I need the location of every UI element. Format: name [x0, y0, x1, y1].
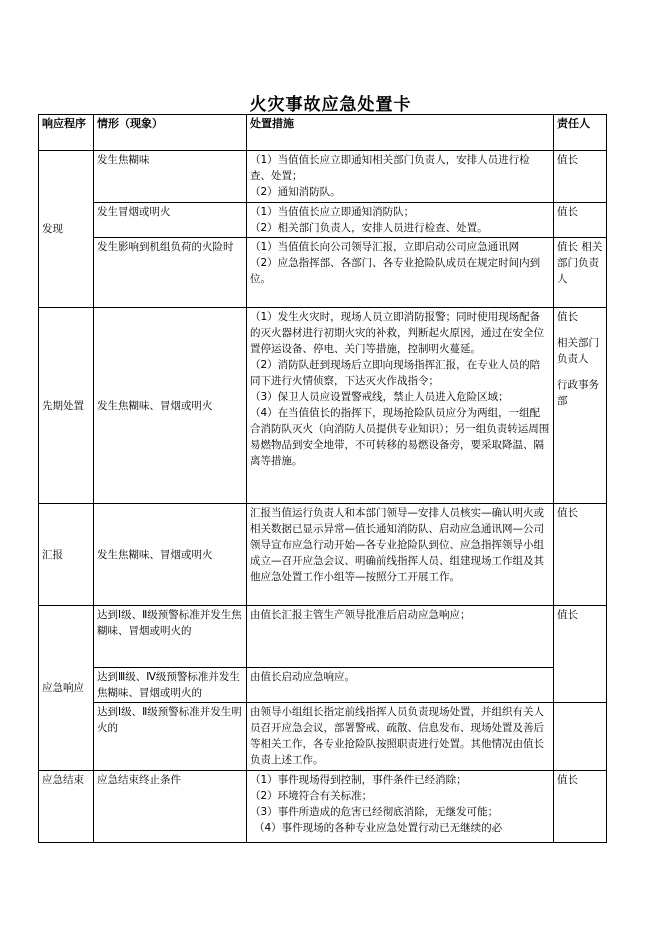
responsible-cell: 值长 相关部门负责人 [554, 238, 607, 308]
measure-line: （1）当值值长应立即通知相关部门负责人，安排人员进行检查、处置； [250, 154, 530, 182]
header-situation: 情形（现象） [94, 115, 247, 151]
responsible-line: 行政事务部 [557, 379, 599, 407]
situation-cell: 达到Ⅰ级、Ⅱ级预警标准并发生焦糊味、冒烟或明火的 [94, 606, 247, 668]
responsible-cell [554, 703, 607, 771]
stage-cell: 应急结束 [39, 771, 94, 843]
emergency-card-table [38, 114, 607, 843]
measure-line: （1）事件现场得到控制，事件条件已经消除； [250, 774, 467, 786]
measure-line: （4）在当值值长的指挥下，现场抢险队员应分为两组，一组配合消防队灭火（向消防人员提供专业知识）；另一组负责转运周围易燃物品到安全地带，不可转移的易燃设备旁，要采取降温、隔离等措施。 [250, 407, 550, 467]
document-title: 火灾事故应急处置卡 [249, 95, 412, 115]
header-stage: 响应程序 [39, 115, 94, 151]
table-row [39, 203, 607, 238]
measure-line: （3）事件所造成的危害已经彻底消除，无继发可能； [250, 806, 499, 818]
situation-cell: 发生焦糊味、冒烟或明火 [94, 504, 247, 606]
responsible-cell: 值长 [554, 771, 607, 843]
measures-cell [247, 151, 554, 203]
stage-cell: 汇报 [39, 504, 94, 606]
measures-cell [247, 238, 554, 308]
responsible-cell: 值长 [554, 203, 607, 238]
measure-line: （2）通知消防队。 [250, 186, 341, 198]
table-row [39, 151, 607, 203]
situation-cell: 发生焦糊味 [94, 151, 247, 203]
measures-cell [247, 771, 554, 843]
stage-cell: 应急响应 [39, 606, 94, 771]
responsible-line: 相关部门负责人 [557, 337, 599, 365]
table-row [39, 308, 607, 504]
measure-line: （1）当值值长向公司领导汇报，立即启动公司应急通讯网 [250, 241, 520, 253]
measure-line: （3）保卫人员应设置警戒线，禁止人员进入危险区域； [250, 391, 509, 403]
table-row [39, 771, 607, 843]
stage-cell: 先期处置 [39, 308, 94, 504]
measure-line: （1）发生火灾时，现场人员立即消防报警；同时使用现场配备的灭火器材进行初期火灾的补救，判断起火原因，通过在安全位置停运设备、停电、关门等措施，控制明火蔓延。 [250, 311, 544, 355]
measure-line: （1）当值值长应立即通知消防队； [250, 206, 415, 218]
header-responsible: 责任人 [554, 115, 607, 151]
measures-cell [247, 308, 554, 504]
measures-cell: 由值长汇报主管生产领导批准后启动应急响应； [247, 606, 554, 668]
measures-cell [247, 203, 554, 238]
table-row [39, 504, 607, 606]
responsible-cell [554, 308, 607, 504]
measures-cell: 由值长启动应急响应。 [247, 668, 554, 703]
situation-cell: 达到Ⅲ级、Ⅳ级预警标准并发生焦糊味、冒烟或明火的 [94, 668, 247, 703]
measure-line: （2）消防队赶到现场后立即向现场指挥汇报，在专业人员的陪同下进行火情侦察，下达灭火作战指令； [250, 359, 541, 387]
situation-cell: 发生焦糊味、冒烟或明火 [94, 308, 247, 504]
responsible-cell: 值长 [554, 504, 607, 606]
situation-cell: 发生冒烟或明火 [94, 203, 247, 238]
measure-line: （2）应急指挥部、各部门、各专业抢险队成员在规定时间内到位。 [250, 257, 541, 285]
measure-line: （4）事件现场的各种专业应急处置行动已无继续的必 [254, 822, 503, 834]
table-row [39, 668, 607, 703]
measures-cell: 汇报当值运行负责人和本部门领导—安排人员核实—确认明火或相关数据已显示异常—值长通知消防队、启动应急通讯网—公司领导宣布应急行动开始—各专业抢险队到位、应急指挥领导小组成立—召开应急会议、明确前线指挥人员、组建现场工作组及其他应急处置工作小组等—按照分工开展工作。 [247, 504, 554, 606]
table-row [39, 606, 607, 668]
responsible-cell: 值长 [554, 606, 607, 703]
table-row [39, 238, 607, 308]
measures-cell: 由领导小组组长指定前线指挥人员负责现场处置，并组织有关人员召开应急会议，部署警戒、疏散、信息发布、现场处置及善后等相关工作，各专业抢险队按照职责进行处置。其他情况由值长负责上述工作。 [247, 703, 554, 771]
table-row [39, 703, 607, 771]
responsible-line: 值长 [557, 311, 578, 323]
responsible-cell: 值长 [554, 151, 607, 203]
situation-cell: 达到Ⅰ级、Ⅱ级预警标准并发生明火的 [94, 703, 247, 771]
measure-line: （2）相关部门负责人，安排人员进行检查、处置。 [250, 222, 488, 234]
header-measures: 处置措施 [247, 115, 554, 151]
situation-cell: 发生影响到机组负荷的火险时 [94, 238, 247, 308]
situation-cell: 应急结束终止条件 [94, 771, 247, 843]
stage-cell: 发现 [39, 151, 94, 308]
measure-line: （2）环境符合有关标准； [250, 790, 373, 802]
table-header-row [39, 115, 607, 151]
